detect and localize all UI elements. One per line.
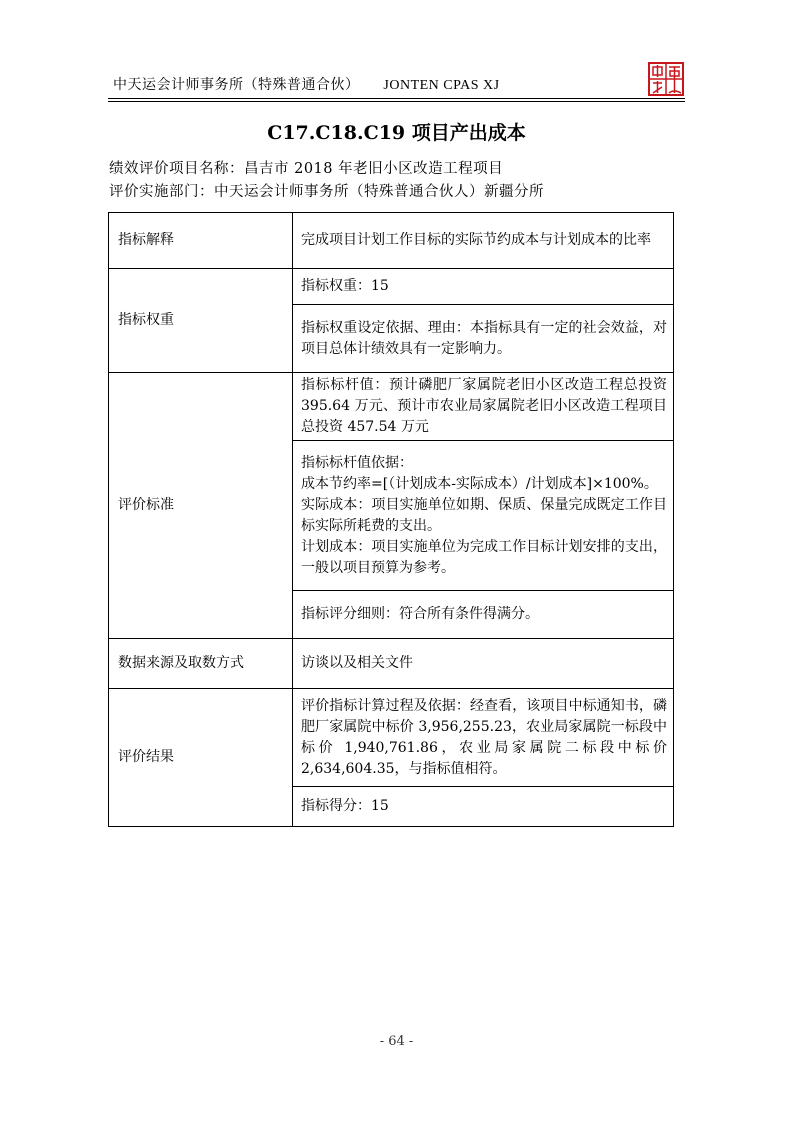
- calculation-process: 评价指标计算过程及依据：经查看，该项目中标通知书，磷肥厂家属院中标价 3,956,255.23，农业局家属院一标段中标价 1,940,761.86，农业局家属院二标段中标价 2,634,604.35，与指标值相符。: [293, 689, 674, 787]
- table-row: [109, 269, 674, 305]
- weight-basis: 指标权重设定依据、理由：本指标具有一定的社会效益，对项目总体计绩效具有一定影响力。: [293, 305, 674, 373]
- project-name-line: 绩效评价项目名称：昌吉市 2018 年老旧小区改造工程项目: [109, 161, 504, 177]
- actual-cost-def: 实际成本：项目实施单位如期、保质、保量完成既定工作目标实际所耗费的支出。: [301, 496, 667, 534]
- indicator-score: 指标得分：15: [293, 787, 674, 827]
- page-number: - 64 -: [379, 1034, 414, 1049]
- row-label: 指标权重: [109, 269, 293, 373]
- evaluation-table: [108, 212, 674, 827]
- row-label: 数据来源及取数方式: [109, 639, 293, 689]
- header-rule: [108, 98, 685, 99]
- scoring-detail: 指标评分细则：符合所有条件得满分。: [293, 591, 674, 639]
- basis-title: 指标标杆值依据：: [301, 454, 413, 471]
- header-firm-en: JONTEN CPAS XJ: [383, 78, 500, 93]
- benchmark-basis: [293, 441, 674, 591]
- table-row: [109, 213, 674, 269]
- formula: 成本节约率=[（计划成本-实际成本）/计划成本]×100%。: [301, 475, 658, 492]
- row-label: 评价结果: [109, 689, 293, 827]
- evaluation-dept-line: 评价实施部门：中天运会计师事务所（特殊普通合伙人）新疆分所: [109, 184, 544, 200]
- data-source: 访谈以及相关文件: [293, 639, 674, 689]
- table-row: [109, 373, 674, 441]
- firm-logo: [648, 62, 684, 96]
- row-label: 评价标准: [109, 373, 293, 639]
- indicator-explanation: 完成项目计划工作目标的实际节约成本与计划成本的比率: [293, 213, 674, 269]
- row-label: 指标解释: [109, 213, 293, 269]
- header-rule-double: [108, 101, 685, 102]
- page-title: C17.C18.C19 项目产出成本: [267, 122, 526, 144]
- table-row: [109, 689, 674, 787]
- table-row: [109, 639, 674, 689]
- planned-cost-def: 计划成本：项目实施单位为完成工作目标计划安排的支出，一般以项目预算为参考。: [301, 538, 667, 576]
- indicator-weight: 指标权重：15: [293, 269, 674, 305]
- header-firm: 中天运会计师事务所（特殊普通合伙）: [113, 77, 360, 93]
- page-header: [113, 74, 500, 94]
- benchmark-value: 指标标杆值：预计磷肥厂家属院老旧小区改造工程总投资 395.64 万元、预计市农业局家属院老旧小区改造工程项目总投资 457.54 万元: [293, 373, 674, 441]
